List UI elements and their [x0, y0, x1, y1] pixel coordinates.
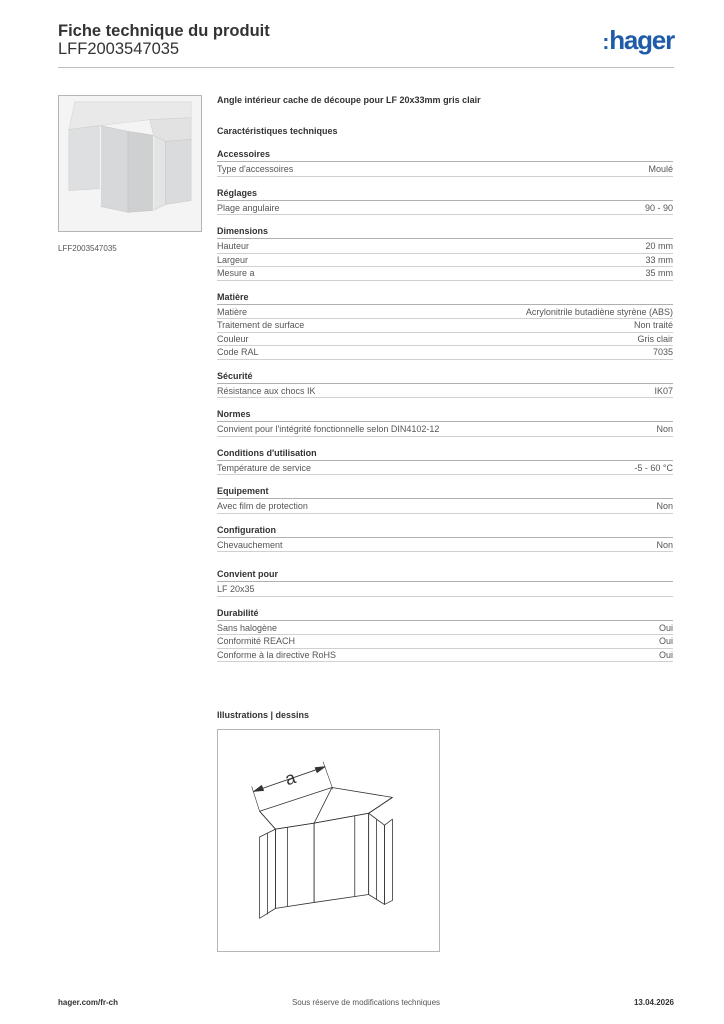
spec-label: Résistance aux chocs IK [217, 385, 316, 396]
header-divider [58, 67, 674, 68]
illustrations-title: Illustrations | dessins [217, 710, 310, 720]
section-equipement [217, 485, 673, 514]
spec-label: LF 20x35 [217, 584, 255, 594]
spec-row [217, 346, 673, 360]
footer-website-link[interactable]: hager.com/fr-ch [58, 998, 119, 1007]
section-title: Réglages [217, 187, 673, 201]
page-title: Fiche technique du produit [58, 22, 270, 40]
spec-label: Hauteur [217, 241, 250, 251]
spec-row [217, 539, 673, 553]
spec-label: Code RAL [217, 347, 259, 357]
section-normes [217, 408, 673, 437]
product-reference: LFF2003547035 [58, 40, 180, 58]
page-header [58, 20, 674, 70]
spec-label: Avec film de protection [217, 501, 308, 511]
spec-label: Mesure a [217, 268, 255, 278]
spec-label: Plage angulaire [217, 202, 280, 213]
section-title: Conditions d'utilisation [217, 447, 673, 461]
spec-label: Conformité REACH [217, 636, 296, 646]
product-photo-icon [59, 96, 201, 231]
spec-value: -5 - 60 °C [634, 462, 673, 473]
corner-drawing-icon [218, 730, 439, 951]
spec-value: Non traité [633, 320, 673, 330]
spec-row [217, 423, 673, 437]
spec-row [217, 500, 673, 514]
section-title: Accessoires [217, 148, 673, 162]
section-title: Equipement [217, 485, 673, 499]
dimension-label: a [282, 767, 299, 790]
spec-row [217, 649, 673, 663]
spec-label: Matière [217, 306, 248, 317]
spec-value: Oui [658, 622, 673, 633]
product-thumbnail [58, 95, 202, 232]
section-dimensions [217, 225, 673, 281]
logo-text: hager [609, 25, 674, 55]
footer-notice: Sous réserve de modifications techniques [291, 998, 441, 1007]
section-title: Dimensions [217, 225, 673, 239]
section-matiere [217, 291, 673, 360]
spec-row [217, 202, 673, 216]
spec-row [217, 583, 673, 597]
hager-logo [602, 25, 674, 56]
spec-value: 20 mm [645, 241, 673, 251]
spec-label: Type d'accessoires [217, 164, 294, 174]
spec-row [217, 462, 673, 476]
spec-value: 90 - 90 [644, 202, 673, 213]
spec-content [217, 95, 673, 672]
spec-label: Chevauchement [217, 539, 283, 550]
section-title: Normes [217, 408, 673, 422]
spec-row [217, 267, 673, 281]
spec-label: Température de service [217, 462, 312, 473]
spec-row [217, 635, 673, 649]
spec-value: IK07 [654, 385, 673, 396]
section-title: Configuration [217, 524, 673, 538]
section-reglages [217, 187, 673, 216]
spec-row [217, 622, 673, 636]
spec-value: Gris clair [637, 333, 673, 344]
spec-value: 33 mm [645, 254, 673, 265]
section-convient-pour [217, 568, 673, 597]
section-title: Durabilité [217, 607, 673, 621]
spec-label: Traitement de surface [217, 320, 305, 330]
section-durabilite [217, 607, 673, 663]
spec-value: 7035 [652, 347, 673, 357]
logo-prefix: : [602, 31, 609, 54]
spec-row [217, 333, 673, 347]
spec-heading: Caractéristiques techniques [217, 126, 338, 136]
spec-value: Non [656, 539, 673, 550]
spec-label: Sans halogène [217, 622, 278, 633]
spec-value: Acrylonitrile butadiène styrène (ABS) [525, 306, 673, 317]
spec-label: Convient pour l'intégrité fonctionnelle selon DIN4102-12 [217, 424, 440, 434]
spec-value: Oui [658, 636, 673, 646]
section-title: Convient pour [217, 568, 673, 582]
section-accessoires [217, 148, 673, 177]
section-conditions [217, 447, 673, 476]
spec-row [217, 254, 673, 268]
spec-value: Non [656, 501, 673, 511]
spec-value: Non [656, 424, 673, 434]
product-description: Angle intérieur cache de découpe pour LF 20x33mm gris clair [217, 95, 481, 105]
section-configuration [217, 524, 673, 553]
technical-drawing [217, 729, 440, 952]
spec-row [217, 385, 673, 399]
spec-label: Largeur [217, 254, 249, 265]
footer-date: 13.04.2026 [633, 998, 674, 1007]
spec-label: Conforme à la directive RoHS [217, 649, 337, 660]
thumbnail-caption: LFF2003547035 [58, 244, 117, 253]
section-title: Matière [217, 291, 673, 305]
spec-row [217, 163, 673, 177]
spec-row [217, 319, 673, 333]
section-title: Sécurité [217, 370, 673, 384]
section-securite [217, 370, 673, 399]
spec-value: 35 mm [645, 268, 673, 278]
spec-label: Couleur [217, 333, 249, 344]
spec-value: Moulé [648, 164, 673, 174]
spec-row [217, 306, 673, 320]
spec-row [217, 240, 673, 254]
spec-value: Oui [658, 649, 673, 660]
